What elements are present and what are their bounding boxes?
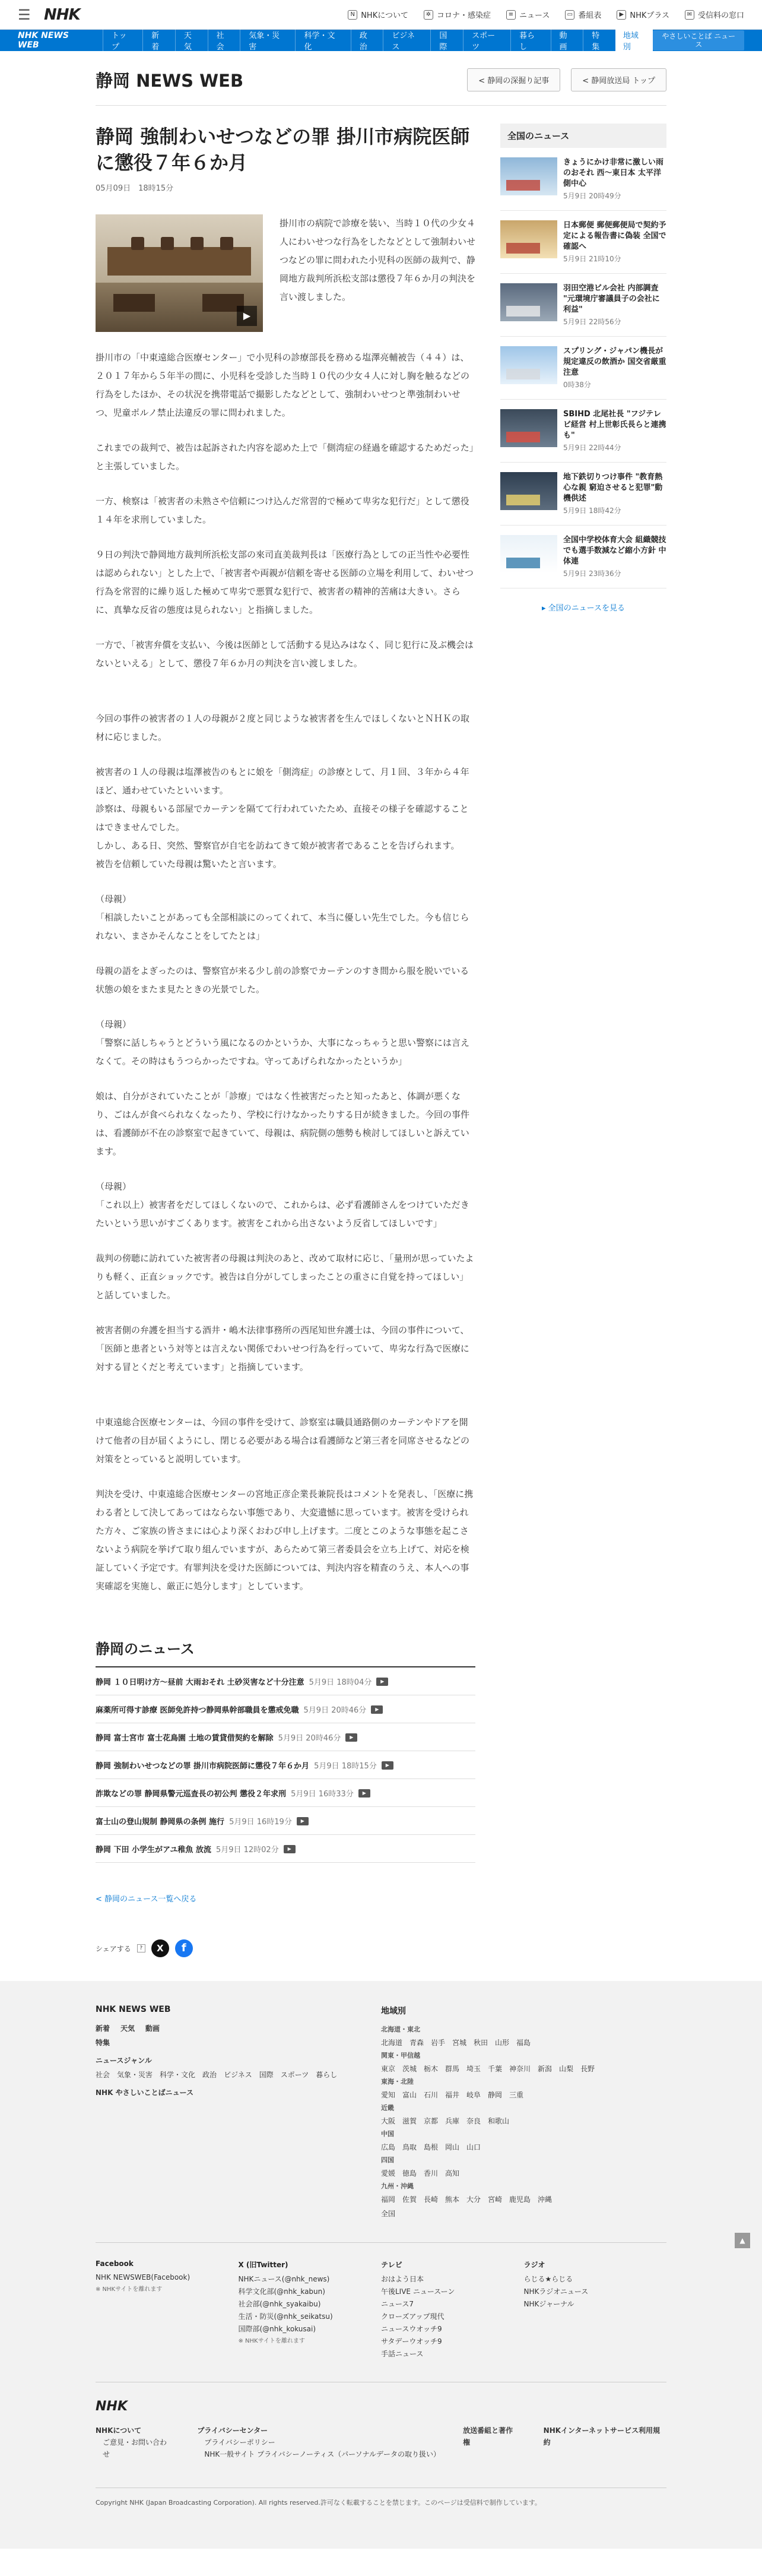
local-news-date: 5月9日 16時33分: [291, 1790, 354, 1799]
local-news-item[interactable]: [96, 1667, 475, 1695]
video-icon: ▶: [382, 1761, 393, 1770]
footer-region-area: 北海道・東北: [381, 2026, 420, 2033]
local-news-title[interactable]: 静岡 強制わいせつなどの罪 掛川市病院医師に懲役７年６か月: [96, 1762, 310, 1771]
footer-genre-link[interactable]: 科学・文化: [160, 2071, 196, 2079]
local-news-item[interactable]: [96, 1807, 475, 1835]
local-news-title[interactable]: 静岡 １０日明け方〜昼前 大雨おそれ 土砂災害など十分注意: [96, 1678, 304, 1687]
menu-icon[interactable]: ☰: [18, 6, 31, 23]
footer-genres: [96, 2068, 381, 2082]
footer-media-link[interactable]: 社会部(@nhk_syakaibu): [238, 2300, 321, 2308]
footer-media-link[interactable]: おはよう日本: [381, 2275, 424, 2283]
article-paragraph: 被害者側の弁護を担当する酒井・嶋木法律事務所の西尾知世弁護士は、今回の事件について、「医師と患者という対等とは言えない関係でわいせつ行為を行っていて、卑劣な行為で医療に対する冒とくだと考えています」と指摘しています。: [96, 1325, 469, 1372]
local-news-list: [96, 1637, 475, 1863]
local-news-item[interactable]: [96, 1695, 475, 1723]
national-news-text: [563, 220, 666, 264]
content: [96, 124, 666, 1981]
article-paragraph: 判決を受け、中東遠総合医療センターの宮地正彦企業長兼院長はコメントを発表し、「医療に携わる者として決してあってはならない事態であり、大変遺憾に思っています。被害を受けられた方々、ご家族の皆さまには心より深くおわび申し上げます。二度とこのような事態を起こさないよう病院を挙げて取り組んでいますが、あらためて第三者委員会を立ち上げて、対応を検証していく予定です。有罪判決を受けた医師については、判決内容を精査のうえ、本人への事実確認を実施し、厳正に処分します」としています。: [96, 1489, 474, 1591]
national-news-title[interactable]: 羽田空港ビル会社 内部調査 "元環境庁審議員子の会社に利益": [563, 284, 660, 314]
local-news-title[interactable]: 詐欺などの罪 静岡県警元巡査長の初公判 懲役２年求刑: [96, 1790, 287, 1799]
local-news-title[interactable]: 静岡 富士宮市 富士花鳥園 土地の賃貸借契約を解除: [96, 1734, 274, 1743]
national-news-text: [563, 283, 666, 327]
local-news-date: 5月9日 18時04分: [309, 1678, 372, 1687]
nhk-logo[interactable]: NHK: [44, 5, 80, 24]
footer-region-prefs[interactable]: 広島 鳥取 島根 岡山 山口: [381, 2143, 481, 2151]
footer: [0, 1981, 762, 2549]
national-news-title[interactable]: きょうにかけ非常に激しい雨のおそれ 西〜東日本 太平洋側中心: [563, 158, 664, 188]
local-news-item[interactable]: [96, 1723, 475, 1751]
article-paragraph: 中東遠総合医療センターは、今回の事件を受けて、診察室は職員通路側のカーテンやドアを開けて他者の目が届くようにし、閉じる必要がある場合は看護師など第三者を同席させるなどの対策をとっていると説明しています。: [96, 1417, 470, 1464]
article-body: [96, 349, 475, 1596]
top-link-label: 番組表: [578, 11, 602, 20]
footer-bottom-links: [96, 2425, 666, 2460]
footer-media-link[interactable]: NHK NEWSWEB(Facebook): [96, 2273, 190, 2281]
nav-item[interactable]: トップ: [103, 29, 142, 52]
footer-media-column: [381, 2259, 524, 2360]
footer-special-link[interactable]: 特集: [96, 2039, 110, 2047]
news-thumbnail[interactable]: [500, 535, 557, 573]
nav-item[interactable]: 地域別: [615, 26, 653, 55]
news-icon: ≡: [506, 10, 516, 20]
nav-item[interactable]: 科学・文化: [295, 29, 350, 52]
local-news-item[interactable]: [96, 1751, 475, 1779]
top-link[interactable]: [685, 9, 744, 20]
footer-media-column: [524, 2259, 667, 2360]
footer-media-link[interactable]: 午後LIVE ニュースーン: [381, 2287, 455, 2296]
nav-item[interactable]: スポーツ: [463, 29, 510, 52]
national-news-text: [563, 472, 666, 515]
article-date: 05月09日 18時15分: [96, 184, 174, 193]
back-to-top-button[interactable]: ▲: [735, 2233, 750, 2248]
news-thumbnail[interactable]: [500, 409, 557, 447]
footer-media-title: テレビ: [381, 2261, 402, 2269]
footer-regions: [381, 2005, 666, 2221]
footer-region-prefs[interactable]: 愛知 富山 石川 福井 岐阜 静岡 三重: [381, 2091, 524, 2099]
national-news-title[interactable]: 日本郵便 郵便郵便局で契約予定による報告書に偽装 全国で確認へ: [563, 221, 666, 251]
tv-icon: ▭: [565, 10, 574, 20]
footer-bottom-column: [96, 2425, 173, 2460]
footer-media-columns: [96, 2259, 666, 2360]
footer-media-link[interactable]: クローズアップ現代: [381, 2312, 444, 2321]
top-link[interactable]: [565, 9, 601, 20]
footer-link[interactable]: 新着: [96, 2024, 110, 2033]
article-title: 静岡 強制わいせつなどの罪 掛川市病院医師に懲役７年６か月: [96, 125, 470, 174]
article-paragraph: 裁判の傍聴に訪れていた被害者の母親は判決のあと、改めて取材に応じ、「量刑が思っていたよりも軽く、正直ショックです。被告は自分がしてしまったことの重さに自覚を持ってほしい」と話していました。: [96, 1253, 474, 1300]
national-news-date: 5月9日 21時10分: [563, 255, 621, 263]
footer-media-title: Facebook: [96, 2259, 134, 2268]
copyright: Copyright NHK (Japan Broadcasting Corporation). All rights reserved.許可なく転載することを禁じます。このページは受信料で制作しています。: [96, 2488, 666, 2549]
video-icon: ▶: [284, 1845, 296, 1853]
footer-site-links: [96, 2005, 381, 2221]
national-news-item[interactable]: [500, 211, 666, 274]
top-link[interactable]: [424, 9, 491, 20]
local-header: [96, 68, 666, 106]
article-video-thumbnail[interactable]: [96, 214, 263, 332]
footer-media-note: ※ NHKサイトを離れます: [238, 2338, 305, 2344]
lead-text: 掛川市の病院で診療を装い、当時１０代の少女４人にわいせつな行為をしたなどとして強制わいせつなどの罪に問われた小児科の医師の裁判で、静岡地方裁判所浜松支部は懲役７年６か月の判決を言い渡しました。: [280, 218, 476, 302]
footer-region-prefs[interactable]: 大阪 滋賀 京都 兵庫 奈良 和歌山: [381, 2117, 510, 2125]
top-link[interactable]: [348, 9, 408, 20]
play-icon: ▶: [617, 10, 626, 20]
footer-genre-link[interactable]: 政治: [202, 2071, 217, 2079]
top-link-label: ニュース: [519, 11, 550, 20]
footer-region-area: 関東・甲信越: [381, 2052, 420, 2059]
footer-media-link[interactable]: 国際部(@nhk_kokusai): [238, 2325, 316, 2333]
article-paragraph: 母親の語をよぎったのは、警察官が来る少し前の診察でカーテンのすき間から服を脱いでいる状態の娘をまたま見たときの光景でした。: [96, 966, 469, 995]
nav-item[interactable]: 政治: [351, 29, 383, 52]
footer-media-column: [239, 2259, 382, 2360]
nav-item[interactable]: ビジネス: [383, 29, 430, 52]
local-buttons: [467, 68, 666, 91]
local-news-title[interactable]: 静岡 下田 小学生がアユ稚魚 放流: [96, 1846, 211, 1855]
news-thumbnail[interactable]: [500, 472, 557, 510]
footer-media-link[interactable]: ニュース7: [381, 2300, 414, 2308]
footer-region-prefs[interactable]: 愛媛 徳島 香川 高知: [381, 2169, 460, 2178]
local-news-item[interactable]: [96, 1779, 475, 1807]
article-paragraph: ９日の判決で静岡地方裁判所浜松支部の來司直美裁判長は「医療行為としての正当性や必要性は認められない」とした上で、「被害者や両親が信頼を寄せる医師の立場を利用して、わいせつ行為を常習的に繰り返した極めて卑劣で悪質な犯行で、被害者の精神的苦痛は大きい。さらに、真摯な反省の態度は見られない」と指摘しました。: [96, 549, 474, 615]
national-news-item[interactable]: [500, 526, 666, 588]
footer-primary-links: [96, 2021, 381, 2036]
local-news-date: 5月9日 12時02分: [215, 1846, 279, 1855]
footer-media-link[interactable]: 生活・防災(@nhk_seikatsu): [238, 2312, 333, 2321]
top-link-label: コロナ・感染症: [436, 11, 491, 20]
national-news-text: [563, 346, 666, 390]
national-news-title[interactable]: 地下鉄切りつけ事件 "教育熱心な親 窮迫させると犯罪"動機供述: [563, 473, 663, 503]
deep-dive-button[interactable]: < 静岡の深掘り記事: [467, 68, 560, 91]
article-paragraph: （母親）: [96, 894, 132, 904]
top-link-label: 受信料の窓口: [697, 11, 744, 20]
local-news-date: 5月9日 20時46分: [303, 1706, 367, 1715]
nav-brand[interactable]: NHK NEWS WEB: [18, 31, 69, 50]
footer-region-prefs[interactable]: 福岡 佐賀 長崎 熊本 大分 宮崎 鹿児島 沖縄: [381, 2195, 553, 2204]
footer-media-link[interactable]: サタデーウオッチ9: [381, 2337, 442, 2346]
footer-media-link[interactable]: NHKラジオニュース: [523, 2287, 589, 2296]
national-news-item[interactable]: [500, 148, 666, 211]
local-news-date: 5月9日 18時15分: [314, 1762, 377, 1771]
top-link[interactable]: [506, 9, 550, 20]
local-news-item[interactable]: [96, 1835, 475, 1863]
national-news-more-link[interactable]: ▸ 全国のニュースを見る: [541, 604, 625, 613]
top-links: [348, 9, 744, 20]
national-news-date: 5月9日 22時56分: [563, 318, 621, 326]
nav-item[interactable]: 気象・災害: [240, 29, 295, 52]
footer-region-area: 中国: [381, 2130, 394, 2138]
national-news-date: 5月9日 18時42分: [563, 507, 621, 515]
footer-region-prefs[interactable]: 東京 茨城 栃木 群馬 埼玉 千葉 神奈川 新潟 山梨 長野: [381, 2065, 595, 2073]
facebook-share-icon[interactable]: f: [175, 1939, 193, 1957]
video-icon: ▶: [376, 1678, 388, 1686]
video-icon: ▶: [358, 1789, 370, 1797]
article-column: [96, 124, 475, 1981]
article-paragraph: 被害者の１人の母親は塩澤被告のもとに娘を「側湾症」の診療として、月１回、３年から４年ほど、通わせていたといいます。: [96, 767, 469, 796]
footer-bottom-sub[interactable]: プライバシーポリシー NHK一般サイト プライバシーノーティス（パーソナルデータの取り扱い）: [204, 2438, 441, 2458]
nav-item[interactable]: 特集: [583, 29, 615, 52]
sidebar-heading: 全国のニュース: [500, 124, 666, 148]
footer-region-area: 東海・北陸: [381, 2078, 414, 2086]
video-icon: ▶: [371, 1705, 383, 1714]
top-link[interactable]: [617, 9, 669, 20]
footer-genre-link[interactable]: 社会: [96, 2071, 110, 2079]
national-news-title[interactable]: 全国中学校体育大会 組織競技でも選手数減など縮小方針 中体連: [563, 536, 666, 566]
national-news-item[interactable]: [500, 400, 666, 463]
article-paragraph: 被告を信頼していた母親は驚いたと言います。: [96, 859, 282, 869]
footer-media-link[interactable]: ニュースウオッチ9: [381, 2325, 442, 2333]
nav-item[interactable]: 社会: [208, 29, 240, 52]
footer-bottom-column: [197, 2425, 439, 2460]
footer-media-title: ラジオ: [523, 2261, 545, 2269]
virus-icon: ✲: [424, 10, 433, 20]
news-thumbnail[interactable]: [500, 220, 557, 258]
footer-genre-title: ニュースジャンル: [96, 2056, 152, 2065]
national-news-text: [563, 409, 666, 452]
footer-media-link[interactable]: NHKジャーナル: [523, 2300, 574, 2308]
footer-media-link[interactable]: らじる★らじる: [523, 2275, 573, 2283]
nav-item[interactable]: 天気: [175, 29, 208, 52]
footer-bottom-link[interactable]: NHKインターネットサービス利用規約: [543, 2426, 660, 2447]
footer-nhk-logo[interactable]: NHK: [96, 2399, 128, 2414]
main-nav: [0, 30, 762, 51]
footer-bottom-column: [544, 2425, 666, 2460]
local-title[interactable]: 静岡 NEWS WEB: [96, 71, 244, 91]
article-paragraph: 一方、検察は「被害者の未熟さや信頼につけ込んだ常習的で極めて卑劣な犯行だ」として懲役１４年を求刑していました。: [96, 496, 469, 525]
easy-news-button[interactable]: やさしいことば ニュース: [653, 30, 744, 50]
national-news-date: 5月9日 22時44分: [563, 444, 621, 452]
footer-media-link[interactable]: 手話ニュース: [381, 2350, 424, 2358]
footer-bottom-column: [463, 2425, 520, 2460]
doc-icon: ✉: [685, 10, 694, 20]
local-news-title[interactable]: 富士山の登山規制 静岡県の条例 施行: [96, 1818, 225, 1827]
footer-site-title[interactable]: NHK NEWS WEB: [96, 2005, 171, 2014]
news-thumbnail[interactable]: [500, 283, 557, 321]
video-icon: ▶: [297, 1817, 309, 1825]
footer-genre-link[interactable]: 国際: [259, 2071, 274, 2079]
local-news-title[interactable]: 麻薬所可得す診療 医師免許持つ静岡県幹部職員を懲戒免職: [96, 1706, 299, 1715]
article-paragraph: 掛川市の「中東遠総合医療センター」で小児科の診療部長を務める塩澤亮輔被告（４４）は、２０１７年から５年半の間に、小児科を受診した当時１０代の少女４人に対し胸を触るなどの行為をしたほか、その状況を携帯電話で撮影したなどとして、強制わいせつと準強制わいせつ、児童ポルノ禁止法違反の罪に問われました。: [96, 352, 470, 418]
footer-media-note: ※ NHKサイトを離れます: [96, 2286, 163, 2293]
local-news-heading: 静岡のニュース: [96, 1637, 475, 1667]
footer-genre-link[interactable]: 気象・災害: [117, 2071, 153, 2079]
national-news-title[interactable]: SBIHD 北尾社長 "フジテレビ経営 村上世彰氏長らと連携も": [563, 410, 666, 440]
footer-genre-link[interactable]: スポーツ: [280, 2071, 309, 2079]
nav-item[interactable]: 動画: [551, 29, 583, 52]
article-paragraph: （母親）: [96, 1181, 132, 1192]
footer-region-prefs[interactable]: 北海道 青森 岩手 宮城 秋田 山形 福島: [381, 2039, 531, 2047]
national-news-title[interactable]: スプリング・ジャパン機長が規定違反の飲酒か 国交省厳重注意: [563, 347, 666, 377]
national-news-text: [563, 535, 666, 578]
article-paragraph: 今回の事件の被害者の１人の母親が２度と同じような被害者を生んでほしくないとＮＨＫの取材に応じました。: [96, 713, 470, 742]
nhk-icon: N: [348, 10, 357, 20]
share-bar: [96, 1939, 475, 1981]
nav-item[interactable]: 暮らし: [510, 29, 551, 52]
national-news-date: 0時38分: [563, 381, 591, 389]
article-lead: [96, 214, 475, 332]
news-thumbnail[interactable]: [500, 157, 557, 195]
footer-region-area: 近畿: [381, 2104, 394, 2112]
national-news-item[interactable]: [500, 337, 666, 400]
footer-bottom-link[interactable]: プライバシーセンター: [197, 2426, 268, 2435]
article-paragraph: 「これ以上）被害者をだしてほしくないので、これからは、必ず看護師さんをつけていただきたいという思いがすごくあります。被害をこれから出さないよう反省してほしいです」: [96, 1200, 469, 1229]
back-to-list-link[interactable]: < 静岡のニュース一覧へ戻る: [96, 1895, 197, 1904]
footer-genre-link[interactable]: 暮らし: [316, 2071, 338, 2079]
local-news-date: 5月9日 20時46分: [278, 1734, 341, 1743]
top-link-label: NHKプラス: [630, 11, 669, 20]
footer-link[interactable]: 天気: [120, 2024, 135, 2033]
footer-region-area: 四国: [381, 2156, 394, 2164]
nav-item[interactable]: 新着: [142, 29, 175, 52]
article-paragraph: 娘は、自分がされていたことが「診療」ではなく性被害だったと知ったあと、体調が悪くなり、ごはんが食べられなくなったり、学校に行けなかったりする日が続きました。今回の事件は、看護師が不在の診察室で起きていて、母親は、病院側の態勢も検討してほしいと訴えています。: [96, 1091, 470, 1157]
article-paragraph: （母親）: [96, 1019, 132, 1030]
footer-media-column: [96, 2259, 239, 2360]
x-share-icon[interactable]: X: [151, 1939, 169, 1957]
station-top-button[interactable]: < 静岡放送局 トップ: [571, 68, 666, 91]
national-news-date: 5月9日 23時36分: [563, 569, 621, 578]
national-news-item[interactable]: [500, 463, 666, 526]
national-news-item[interactable]: [500, 274, 666, 337]
article-paragraph: しかし、ある日、突然、警察官が自宅を訪ねてきて娘が被害者であることを告げられます。: [96, 840, 460, 851]
nav-item[interactable]: 国際: [430, 29, 463, 52]
footer-region-prefs[interactable]: 全国: [381, 2210, 396, 2218]
footer-genre-link[interactable]: ビジネス: [224, 2071, 252, 2079]
footer-region-title: 地域別: [381, 2007, 406, 2016]
help-icon[interactable]: ?: [137, 1944, 145, 1952]
footer-region-area: 九州・沖縄: [381, 2182, 414, 2190]
footer-media-link[interactable]: 科学文化部(@nhk_kabun): [238, 2287, 325, 2296]
play-icon[interactable]: ▶: [237, 306, 257, 326]
article-paragraph: 一方で、「被害弁償を支払い、今後は医師として活動する見込みはなく、同じ犯行に及ぶ機会はないといえる」として、懲役７年６か月の判決を言い渡しました。: [96, 640, 474, 669]
footer-bottom-link[interactable]: NHKについて: [96, 2426, 142, 2435]
national-news-date: 5月9日 20時49分: [563, 192, 621, 200]
national-news-text: [563, 157, 666, 201]
top-link-label: NHKについて: [361, 11, 408, 20]
local-news-date: 5月9日 16時19分: [229, 1818, 292, 1827]
video-icon: ▶: [345, 1733, 357, 1742]
sidebar: [500, 124, 666, 1981]
share-label: シェアする: [96, 1944, 131, 1953]
article-paragraph: 「警察に話しちゃうとどういう風になるのかというか、大事になっちゃうと思い警察には言えなくて。その時はもうつらかったですね。守ってあげられなかったというか」: [96, 1037, 470, 1067]
footer-link[interactable]: 動画: [145, 2024, 160, 2033]
footer-bottom-sub[interactable]: ご意見・お問い合わせ: [103, 2438, 167, 2458]
news-thumbnail[interactable]: [500, 346, 557, 384]
article-paragraph: 「相談したいことがあっても全部相談にのってくれて、本当に優しい先生でした。今も信じられない、まさかそんなことをしてたとは」: [96, 912, 469, 941]
footer-easy-news-link[interactable]: NHK やさしいことばニュース: [96, 2088, 193, 2097]
article-paragraph: 診察は、母親もいる部屋でカーテンを隔てて行われていたため、直接その様子を確認することはできませんでした。: [96, 803, 469, 833]
footer-media-link[interactable]: NHKニュース(@nhk_news): [238, 2275, 330, 2283]
article-paragraph: これまでの裁判で、被告は起訴された内容を認めた上で「側湾症の経過を確認するためだった」と主張していました。: [96, 442, 474, 471]
footer-media-title: X (旧Twitter): [238, 2261, 288, 2269]
footer-bottom-link[interactable]: 放送番組と著作権: [463, 2426, 513, 2447]
